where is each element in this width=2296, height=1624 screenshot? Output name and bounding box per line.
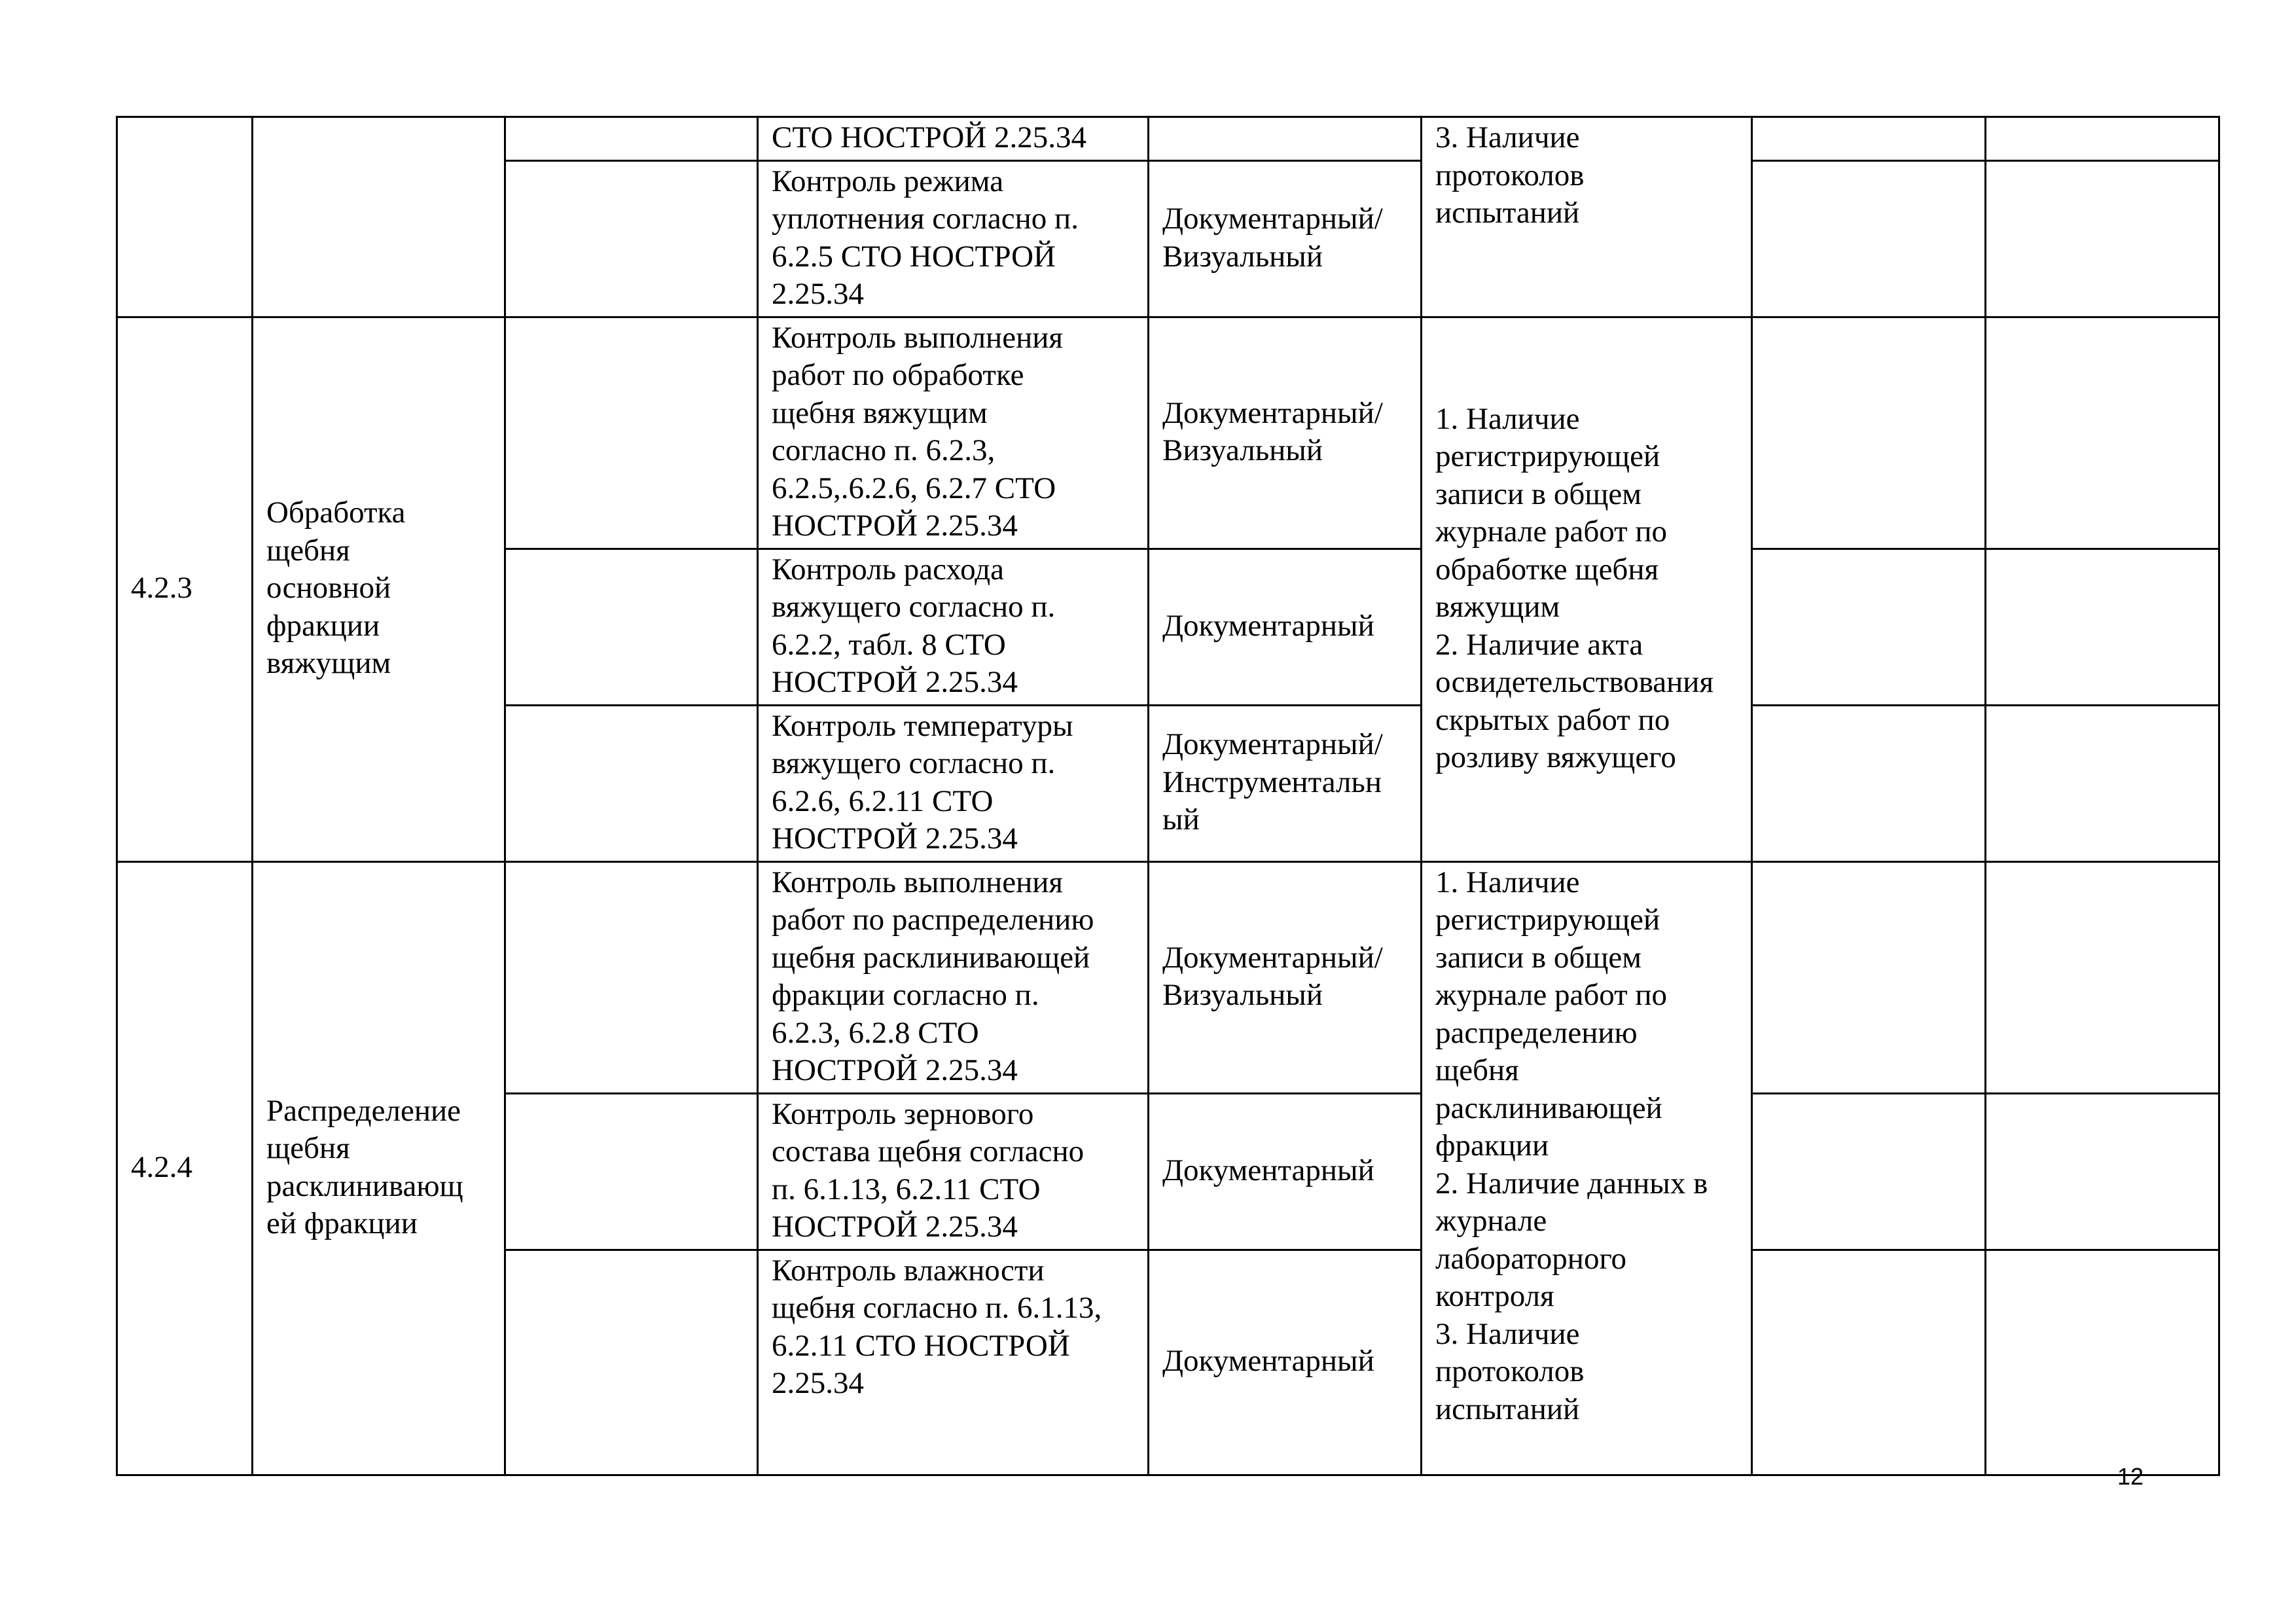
empty-cell bbox=[1752, 117, 1986, 161]
page-number: 12 bbox=[2117, 1463, 2144, 1490]
empty-cell bbox=[505, 317, 758, 549]
table-row bbox=[117, 317, 2219, 549]
control-text-cell: Контроль выполнения работ по распределению щебня расклинивающей фракции согласно п. 6.2.3, 6.2.8 СТО НОСТРОЙ 2.25.34 bbox=[758, 861, 1149, 1093]
empty-cell bbox=[1752, 160, 1986, 317]
code-cell: 4.2.4 bbox=[117, 861, 253, 1475]
empty-cell bbox=[1986, 861, 2219, 1093]
control-table bbox=[116, 116, 2220, 1476]
empty-cell bbox=[1986, 117, 2219, 161]
empty-cell bbox=[1986, 160, 2219, 317]
control-text-cell: Контроль выполнения работ по обработке щебня вяжущим согласно п. 6.2.3, 6.2.5,.6.2.6, 6.2.7 СТО НОСТРОЙ 2.25.34 bbox=[758, 317, 1149, 549]
method-cell: Документарный bbox=[1149, 1093, 1422, 1250]
method-cell: Документарный/ Инструментальн ый bbox=[1149, 705, 1422, 861]
control-text-cell: Контроль зернового состава щебня согласно п. 6.1.13, 6.2.11 СТО НОСТРОЙ 2.25.34 bbox=[758, 1093, 1149, 1250]
empty-cell bbox=[1986, 317, 2219, 549]
empty-cell bbox=[505, 861, 758, 1093]
empty-cell bbox=[505, 705, 758, 861]
method-cell: Документарный/ Визуальный bbox=[1149, 317, 1422, 549]
empty-cell bbox=[505, 1250, 758, 1475]
control-text-cell: Контроль температуры вяжущего согласно п. 6.2.6, 6.2.11 СТО НОСТРОЙ 2.25.34 bbox=[758, 705, 1149, 861]
result-cell: 1. Наличие регистрирующей записи в общем журнале работ по обработке щебня вяжущим 2. Наличие акта освидетельствования скрытых работ по розливу вяжущего bbox=[1422, 317, 1752, 861]
method-cell bbox=[1149, 117, 1422, 161]
code-cell: 4.2.3 bbox=[117, 317, 253, 861]
name-cell: Распределение щебня расклинивающ ей фракции bbox=[253, 861, 505, 1475]
control-text-cell: Контроль влажности щебня согласно п. 6.1.13, 6.2.11 СТО НОСТРОЙ 2.25.34 bbox=[758, 1250, 1149, 1475]
empty-cell bbox=[505, 117, 758, 161]
empty-cell bbox=[505, 549, 758, 705]
method-cell: Документарный/ Визуальный bbox=[1149, 160, 1422, 317]
control-text-cell: Контроль расхода вяжущего согласно п. 6.2.2, табл. 8 СТО НОСТРОЙ 2.25.34 bbox=[758, 549, 1149, 705]
empty-cell bbox=[1752, 317, 1986, 549]
result-cell: 3. Наличие протоколов испытаний bbox=[1422, 117, 1752, 317]
empty-cell bbox=[505, 160, 758, 317]
table-row bbox=[117, 117, 2219, 161]
empty-cell bbox=[1752, 1250, 1986, 1475]
method-cell: Документарный bbox=[1149, 549, 1422, 705]
table-row bbox=[117, 861, 2219, 1093]
empty-cell bbox=[1986, 549, 2219, 705]
empty-cell bbox=[1986, 1093, 2219, 1250]
empty-cell bbox=[1752, 861, 1986, 1093]
control-text-cell: Контроль режима уплотнения согласно п. 6.2.5 СТО НОСТРОЙ 2.25.34 bbox=[758, 160, 1149, 317]
name-cell bbox=[253, 117, 505, 317]
empty-cell bbox=[1986, 705, 2219, 861]
name-cell: Обработка щебня основной фракции вяжущим bbox=[253, 317, 505, 861]
result-cell: 1. Наличие регистрирующей записи в общем журнале работ по распределению щебня расклинивающей фракции 2. Наличие данных в журнале лабораторного контроля 3. Наличие протоколов испытаний bbox=[1422, 861, 1752, 1475]
empty-cell bbox=[1752, 1093, 1986, 1250]
empty-cell bbox=[505, 1093, 758, 1250]
control-text-cell: СТО НОСТРОЙ 2.25.34 bbox=[758, 117, 1149, 161]
method-cell: Документарный bbox=[1149, 1250, 1422, 1475]
method-cell: Документарный/ Визуальный bbox=[1149, 861, 1422, 1093]
empty-cell bbox=[1986, 1250, 2219, 1475]
empty-cell bbox=[1752, 705, 1986, 861]
code-cell bbox=[117, 117, 253, 317]
empty-cell bbox=[1752, 549, 1986, 705]
